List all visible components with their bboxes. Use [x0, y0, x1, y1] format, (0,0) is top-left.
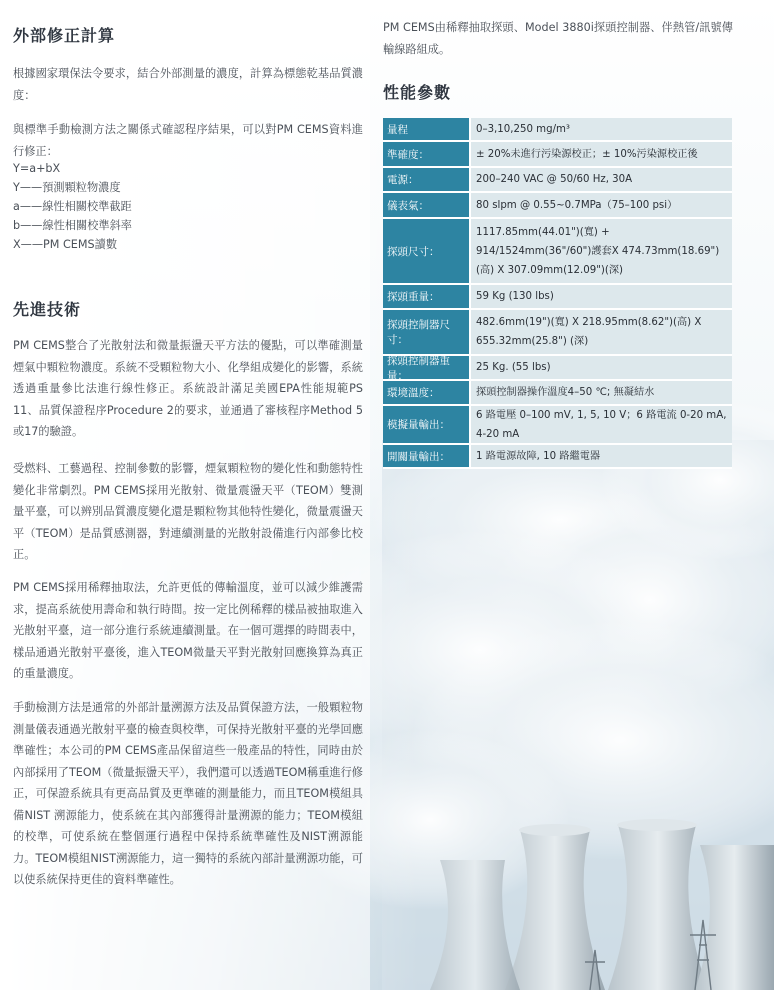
spec-value: 探頭控制器操作溫度4–50 ℃; 無凝結水 — [471, 381, 732, 404]
spec-value: 80 slpm @ 0.55~0.7MPa（75–100 psi） — [471, 193, 732, 217]
paragraph-correction-method: 與標準手動檢測方法之關係式確認程序結果，可以對PM CEMS資料進行修正： — [13, 123, 363, 158]
spec-value: 1 路電源故障, 10 路繼電器 — [471, 445, 732, 467]
spec-row-accuracy — [383, 142, 732, 168]
spec-row-range — [383, 118, 732, 142]
spec-row-controller-weight — [383, 356, 732, 381]
formula-def-a: a——線性相關校準截距 — [13, 200, 132, 213]
paragraph-advanced-1: PM CEMS整合了光散射法和微量振盪天平方法的優點，可以準確測量煙氣中顆粒物濃度。系統不受顆粒物大小、化學組成變化的影響，系統透過重量參比法進行線性修正。系統設計滿足美國EPA性能規範PS 11、品質保證程序Procedure 2的要求，並通過了審核程序Method 5或17的驗證。 — [13, 339, 363, 438]
spec-label: 探頭尺寸： — [383, 219, 471, 283]
spec-row-power — [383, 168, 732, 193]
spec-label: 環境溫度： — [383, 381, 471, 404]
spec-value: 25 Kg. (55 lbs) — [471, 356, 732, 379]
spec-label: 模擬量輸出： — [383, 406, 471, 443]
paragraph-advanced-2: 受燃料、工藝過程、控制參數的影響，煙氣顆粒物的變化性和動態特性變化非常劇烈。PM CEMS採用光散射、微量震盪天平（TEOM）雙測量平臺，可以辨別品質濃度變化還是顆粒物其他特性變化，微量震盪天平（TEOM）是品質感測器，對連續測量的光散射設備進行內部參比校正。 — [13, 462, 363, 561]
spec-label: 探頭重量： — [383, 285, 471, 308]
section-title-advanced-tech: 先進技術 — [13, 300, 82, 319]
spec-value: 482.6mm(19")(寬) X 218.95mm(8.62")(高) X 655.32mm(25.8") (深) — [471, 310, 732, 354]
formula-def-y: Y——預測顆粒物濃度 — [13, 181, 121, 194]
formula-def-b: b——線性相關校準斜率 — [13, 219, 132, 232]
spec-label: 開關量輸出： — [383, 445, 471, 467]
spec-value: 6 路電壓 0–100 mV, 1, 5, 10 V；6 路電流 0-20 mA, 4-20 mA — [471, 406, 732, 443]
formula-equation: Y=a+bX — [13, 162, 61, 175]
paragraph-advanced-3: PM CEMS採用稀釋抽取法，允許更低的傳輸溫度，並可以減少維護需求，提高系統使用壽命和執行時間。按一定比例稀釋的樣品被抽取進入光散射平臺，這一部分進行系統連續測量。在一個可選擇的時間表中，樣品通過光散射平臺後，進入TEOM微量天平對光散射回應換算為真正的重量濃度。 — [13, 581, 363, 680]
spec-value: 200–240 VAC @ 50/60 Hz, 30A — [471, 168, 732, 191]
spec-value: 1117.85mm(44.01")(寬) + 914/1524mm(36"/60")護套X 474.73mm(18.69")(高) X 307.09mm(12.09")(深) — [471, 219, 732, 283]
spec-label: 探頭控制器尺寸： — [383, 310, 471, 354]
spec-label: 準確度： — [383, 142, 471, 166]
formula-def-x: X——PM CEMS讀數 — [13, 238, 118, 251]
section-title-performance: 性能參數 — [383, 83, 452, 102]
spec-label: 儀表氣： — [383, 193, 471, 217]
spec-label: 量程 — [383, 118, 471, 140]
spec-row-controller-size — [383, 310, 732, 356]
spec-value: ± 20%未進行污染源校正；± 10%污染源校正後 — [471, 142, 732, 166]
spec-row-ambient-temp — [383, 381, 732, 406]
section-title-external-correction: 外部修正計算 — [13, 26, 116, 45]
spec-label: 探頭控制器重量： — [383, 356, 471, 379]
spec-row-probe-size — [383, 219, 732, 285]
spec-label: 電源： — [383, 168, 471, 191]
paragraph-system-composition: PM CEMS由稀釋抽取探頭、Model 3880i探頭控制器、伴熱管/訊號傳輸線路組成。 — [383, 21, 733, 56]
paragraph-advanced-4: 手動檢測方法是通常的外部計量溯源方法及品質保證方法，一般顆粒物測量儀表通過光散射平臺的檢查與校準，可保持光散射平臺的光學回應準確性；本公司的PM CEMS產品保留這些一般產品的特性，同時由於內部採用了TEOM（微量振盪天平），我們還可以透過TEOM稱重進行修正，可保證系統具有更高品質及更準確的測量能力，而且TEOM模組具備NIST 溯源能力，使系統在其內部獲得計量溯源的能力；TEOM模組的校準，可使系統在整個運行過程中保持系統準確性及NIST溯源能力。TEOM模組NIST溯源能力，這一獨特的系統內部計量溯源功能，可以使系統保持更佳的資料準確性。 — [13, 701, 363, 886]
spec-row-probe-weight — [383, 285, 732, 310]
formula-block — [13, 159, 132, 254]
performance-spec-table — [383, 118, 732, 469]
paragraph-external-correction: 根據國家環保法令要求，結合外部測量的濃度，計算為標態乾基品質濃度： — [13, 67, 363, 102]
spec-value: 0–3,10,250 mg/m³ — [471, 118, 732, 140]
spec-row-instrument-air — [383, 193, 732, 219]
spec-value: 59 Kg (130 lbs) — [471, 285, 732, 308]
spec-row-switch-output — [383, 445, 732, 469]
spec-row-analog-output — [383, 406, 732, 445]
